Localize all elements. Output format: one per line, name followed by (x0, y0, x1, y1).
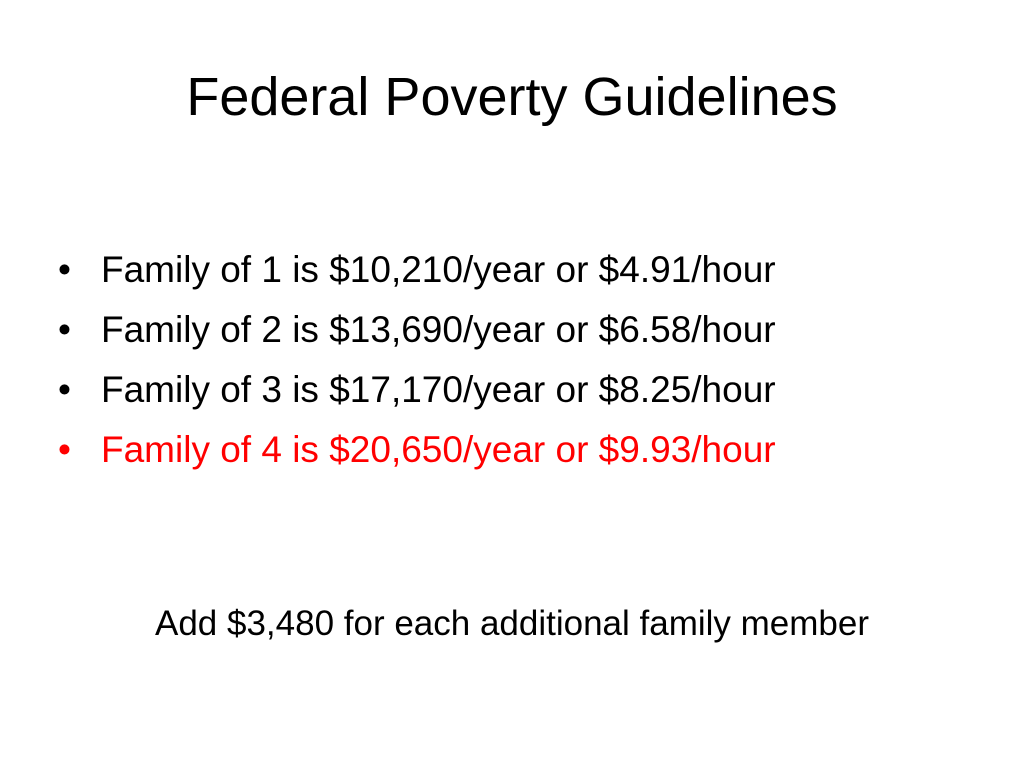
bullet-item-family-3 (58, 360, 978, 420)
bullet-icon: • (58, 309, 71, 350)
bullet-text: Family of 4 is $20,650/year or $9.93/hour (101, 429, 776, 470)
bullet-item-family-4 (58, 420, 978, 480)
bullet-text: Family of 1 is $10,210/year or $4.91/hour (101, 249, 776, 290)
bullet-item-family-1 (58, 240, 978, 300)
slide-title: Federal Poverty Guidelines (186, 67, 838, 127)
bullet-icon: • (58, 429, 71, 470)
bullet-item-family-2 (58, 300, 978, 360)
additional-member-note: Add $3,480 for each additional family member (154, 604, 869, 643)
bullet-list (58, 240, 978, 480)
bullet-icon: • (58, 249, 71, 290)
bullet-text: Family of 3 is $17,170/year or $8.25/hour (101, 369, 776, 410)
bullet-icon: • (58, 369, 71, 410)
bullet-text: Family of 2 is $13,690/year or $6.58/hour (101, 309, 776, 350)
